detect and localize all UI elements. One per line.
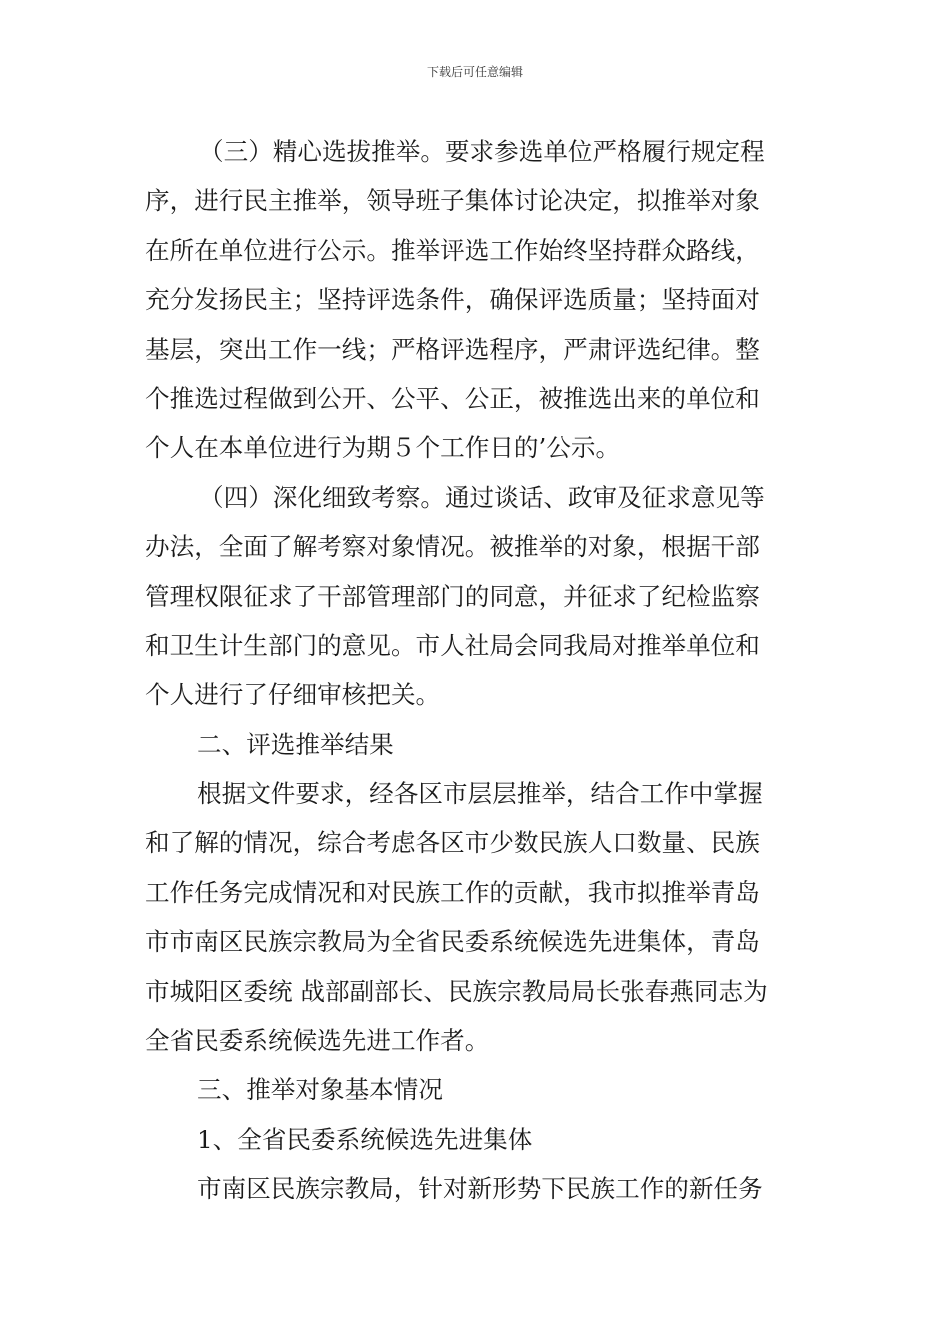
paragraph-line: 市南区民族宗教局，针对新形势下民族工作的新任务 — [197, 1174, 763, 1204]
page-header-note: 下载后可任意编辑 — [426, 65, 523, 79]
document-body — [145, 127, 810, 1214]
paragraph-line: 根据文件要求，经各区市层层推举，结合工作中掌握 — [197, 779, 763, 809]
paragraph-line: 和了解的情况，综合考虑各区市少数民族人口数量、民族 — [145, 828, 760, 858]
paragraph-line: 市城阳区委统 战部副部长、民族宗教局局长张春燕同志为 — [145, 976, 768, 1006]
paragraph-line: 管理权限征求了干部管理部门的同意，并征求了纪检监察 — [145, 581, 760, 611]
paragraph-line: 序，进行民主推举，领导班子集体讨论决定，拟推举对象 — [145, 186, 760, 216]
paragraph-line: 在所在单位进行公示。推举评选工作始终坚持群众路线， — [145, 235, 760, 265]
subsection-heading: 1、全省民委系统候选先进集体 — [197, 1124, 533, 1154]
paragraph-line: 个人进行了仔细审核把关。 — [145, 680, 441, 710]
paragraph-line: 个推选过程做到公开、公平、公正，被推选出来的单位和 — [145, 383, 760, 413]
section-heading: 三、推举对象基本情况 — [197, 1075, 443, 1105]
paragraph-line: （四）深化细致考察。通过谈话、政审及征求意见等 — [199, 482, 765, 512]
paragraph-line: 工作任务完成情况和对民族工作的贡献，我市拟推举青岛 — [145, 877, 760, 907]
paragraph-line: 个人在本单位进行为期５个工作日的’公示。 — [145, 433, 621, 463]
paragraph-line: 和卫生计生部门的意见。市人社局会同我局对推举单位和 — [145, 630, 760, 660]
paragraph-line: 充分发扬民主；坚持评选条件，确保评选质量；坚持面对 — [145, 285, 760, 315]
paragraph-line: 办法，全面了解考察对象情况。被推举的对象，根据干部 — [145, 532, 760, 562]
paragraph-line: 基层，突出工作一线；严格评选程序，严肃评选纪律。整 — [145, 334, 760, 364]
paragraph-line: （三）精心选拔推举。要求参选单位严格履行规定程 — [199, 137, 765, 166]
paragraph-line: 市市南区民族宗教局为全省民委系统候选先进集体，青岛 — [145, 927, 760, 957]
paragraph-line: 全省民委系统候选先进工作者。 — [145, 1026, 490, 1056]
section-heading: 二、评选推举结果 — [197, 729, 394, 759]
